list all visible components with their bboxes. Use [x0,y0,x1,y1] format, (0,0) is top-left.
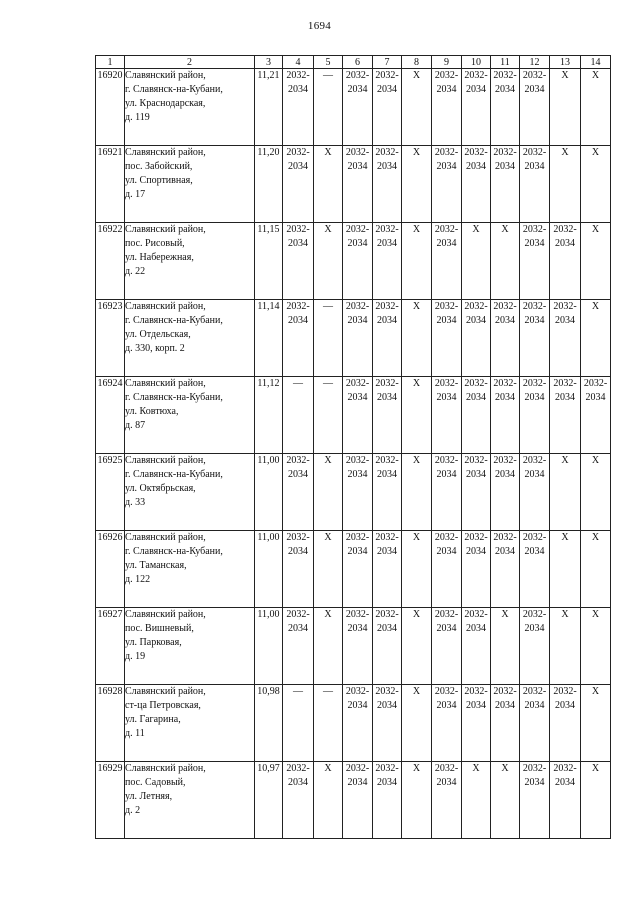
value-cell: 2032- 2034 [373,531,402,608]
value-cell: 2032- 2034 [343,531,373,608]
row-number: 16923 [96,300,125,377]
value-cell: 2032- 2034 [283,608,314,685]
column-header: 12 [520,56,550,69]
value-cell: 2032- 2034 [550,762,581,839]
column-header: 9 [432,56,462,69]
address-line: Славянский район, [125,147,206,158]
table-row [96,300,611,377]
table-row [96,762,611,839]
area-cell: 11,00 [255,454,283,531]
value-cell: 2032- 2034 [283,69,314,146]
value-cell: X [581,531,611,608]
value-cell: X [550,69,581,146]
value-cell: 2032- 2034 [520,531,550,608]
value-cell: X [581,762,611,839]
address-line: Славянский район, [125,609,206,620]
column-header: 1 [96,56,125,69]
value-cell: 2032- 2034 [491,377,520,454]
address-line: Славянский район, [125,455,206,466]
area-cell: 11,12 [255,377,283,454]
table-row [96,685,611,762]
value-cell: 2032- 2034 [432,454,462,531]
value-cell: 2032- 2034 [520,454,550,531]
value-cell: 2032- 2034 [491,69,520,146]
value-cell: 2032- 2034 [491,300,520,377]
value-cell: 2032- 2034 [491,685,520,762]
value-cell: 2032- 2034 [432,69,462,146]
value-cell: 2032- 2034 [343,300,373,377]
value-cell: X [550,454,581,531]
value-cell: X [462,223,491,300]
value-cell: X [402,685,432,762]
area-cell: 11,21 [255,69,283,146]
row-number: 16929 [96,762,125,839]
value-cell: 2032- 2034 [520,608,550,685]
row-number: 16925 [96,454,125,531]
address-line: д. 11 [125,728,145,739]
value-cell: 2032- 2034 [343,69,373,146]
table-row [96,531,611,608]
value-cell: 2032- 2034 [343,608,373,685]
address-line: ул. Набережная, [125,252,194,263]
value-cell: 2032- 2034 [343,223,373,300]
value-cell: 2032- 2034 [373,762,402,839]
value-cell: 2032- 2034 [343,685,373,762]
value-cell: X [550,608,581,685]
address-cell [125,223,255,300]
row-number: 16920 [96,69,125,146]
table-row [96,69,611,146]
area-cell: 11,20 [255,146,283,223]
value-cell: 2032- 2034 [520,685,550,762]
value-cell: X [402,531,432,608]
value-cell: X [550,531,581,608]
address-line: Славянский район, [125,301,206,312]
value-cell: X [314,223,343,300]
value-cell: X [491,223,520,300]
value-cell: 2032- 2034 [283,762,314,839]
column-header: 14 [581,56,611,69]
address-cell [125,762,255,839]
value-cell: 2032- 2034 [432,685,462,762]
column-header: 2 [125,56,255,69]
column-header: 4 [283,56,314,69]
address-line: д. 2 [125,805,141,816]
value-cell: 2032- 2034 [432,608,462,685]
row-number: 16926 [96,531,125,608]
value-cell: 2032- 2034 [550,223,581,300]
address-line: д. 22 [125,266,146,277]
value-cell: X [581,146,611,223]
value-cell: 2032- 2034 [373,608,402,685]
address-line: ст-ца Петровская, [125,700,201,711]
table-row [96,377,611,454]
column-header: 10 [462,56,491,69]
address-cell [125,685,255,762]
address-line: ул. Спортивная, [125,175,193,186]
value-cell: 2032- 2034 [373,454,402,531]
address-line: пос. Вишневый, [125,623,194,634]
value-cell: X [402,69,432,146]
area-cell: 10,97 [255,762,283,839]
address-line: пос. Садовый, [125,777,186,788]
row-number: 16928 [96,685,125,762]
value-cell: 2032- 2034 [432,146,462,223]
address-line: ул. Гагарина, [125,714,181,725]
address-cell [125,377,255,454]
table-body [96,69,611,839]
value-cell: X [491,762,520,839]
value-cell: 2032- 2034 [283,146,314,223]
value-cell: 2032- 2034 [520,762,550,839]
value-cell: 2032- 2034 [373,146,402,223]
table-row [96,454,611,531]
address-line: д. 33 [125,497,146,508]
value-cell: 2032- 2034 [520,377,550,454]
row-number: 16922 [96,223,125,300]
value-cell: X [581,454,611,531]
value-cell: 2032- 2034 [373,685,402,762]
address-cell [125,608,255,685]
column-header: 3 [255,56,283,69]
value-cell: 2032- 2034 [462,608,491,685]
value-cell: X [402,608,432,685]
value-cell: X [314,454,343,531]
value-cell: 2032- 2034 [491,531,520,608]
value-cell: X [581,685,611,762]
address-line: Славянский район, [125,532,206,543]
address-line: Славянский район, [125,70,206,81]
address-line: г. Славянск-на-Кубани, [125,392,223,403]
column-header: 11 [491,56,520,69]
value-cell: X [402,300,432,377]
value-cell: X [402,762,432,839]
value-cell: X [402,146,432,223]
address-line: Славянский район, [125,686,206,697]
value-cell: X [581,300,611,377]
value-cell: X [402,223,432,300]
column-header: 6 [343,56,373,69]
value-cell: 2032- 2034 [462,69,491,146]
address-line: д. 119 [125,112,150,123]
value-cell: 2032- 2034 [343,762,373,839]
value-cell: 2032- 2034 [283,454,314,531]
value-cell: 2032- 2034 [343,377,373,454]
value-cell: 2032- 2034 [462,454,491,531]
area-cell: 11,14 [255,300,283,377]
address-cell [125,531,255,608]
address-cell [125,69,255,146]
column-header: 13 [550,56,581,69]
address-line: д. 122 [125,574,151,585]
value-cell: 2032- 2034 [491,454,520,531]
address-line: ул. Краснодарская, [125,98,206,109]
value-cell: — [283,377,314,454]
address-line: ул. Октябрьская, [125,483,196,494]
area-cell: 10,98 [255,685,283,762]
value-cell: X [581,608,611,685]
value-cell: X [314,531,343,608]
register-table [95,55,611,839]
value-cell: 2032- 2034 [432,762,462,839]
value-cell: 2032- 2034 [462,531,491,608]
row-number: 16927 [96,608,125,685]
value-cell: X [581,223,611,300]
value-cell: 2032- 2034 [373,300,402,377]
value-cell: — [314,377,343,454]
header-row [96,56,611,69]
value-cell: 2032- 2034 [550,685,581,762]
value-cell: 2032- 2034 [373,377,402,454]
address-line: ул. Таманская, [125,560,187,571]
value-cell: 2032- 2034 [520,69,550,146]
table-row [96,223,611,300]
area-cell: 11,15 [255,223,283,300]
value-cell: — [314,685,343,762]
address-line: г. Славянск-на-Кубани, [125,546,223,557]
value-cell: 2032- 2034 [283,223,314,300]
value-cell: 2032- 2034 [520,300,550,377]
column-header: 5 [314,56,343,69]
area-cell: 11,00 [255,608,283,685]
value-cell: X [314,146,343,223]
address-line: д. 87 [125,420,146,431]
value-cell: 2032- 2034 [432,223,462,300]
address-line: г. Славянск-на-Кубани, [125,84,223,95]
table-row [96,146,611,223]
value-cell: X [462,762,491,839]
value-cell: 2032- 2034 [373,223,402,300]
column-header: 7 [373,56,402,69]
address-line: д. 19 [125,651,146,662]
value-cell: X [491,608,520,685]
value-cell: — [283,685,314,762]
address-line: пос. Рисовый, [125,238,185,249]
address-line: ул. Летняя, [125,791,173,802]
address-cell [125,146,255,223]
address-cell [125,454,255,531]
value-cell: 2032- 2034 [491,146,520,223]
value-cell: 2032- 2034 [462,377,491,454]
value-cell: 2032- 2034 [550,300,581,377]
value-cell: 2032- 2034 [550,377,581,454]
address-line: ул. Ковтюха, [125,406,179,417]
address-line: Славянский район, [125,763,206,774]
address-line: ул. Отдельская, [125,329,191,340]
value-cell: 2032- 2034 [520,146,550,223]
value-cell: X [581,69,611,146]
value-cell: 2032- 2034 [462,685,491,762]
value-cell: 2032- 2034 [462,146,491,223]
value-cell: 2032- 2034 [283,300,314,377]
address-cell [125,300,255,377]
value-cell: — [314,69,343,146]
row-number: 16921 [96,146,125,223]
value-cell: 2032- 2034 [432,531,462,608]
address-line: Славянский район, [125,224,206,235]
value-cell: X [402,377,432,454]
value-cell: 2032- 2034 [432,377,462,454]
address-line: д. 330, корп. 2 [125,343,185,354]
value-cell: 2032- 2034 [581,377,611,454]
value-cell: — [314,300,343,377]
page-number: 1694 [307,20,332,32]
value-cell: X [314,608,343,685]
value-cell: X [402,454,432,531]
value-cell: 2032- 2034 [462,300,491,377]
value-cell: 2032- 2034 [343,146,373,223]
value-cell: 2032- 2034 [283,531,314,608]
row-number: 16924 [96,377,125,454]
value-cell: 2032- 2034 [432,300,462,377]
table-row [96,608,611,685]
area-cell: 11,00 [255,531,283,608]
address-line: г. Славянск-на-Кубани, [125,469,223,480]
value-cell: 2032- 2034 [520,223,550,300]
value-cell: X [314,762,343,839]
address-line: г. Славянск-на-Кубани, [125,315,223,326]
value-cell: 2032- 2034 [373,69,402,146]
column-header: 8 [402,56,432,69]
address-line: д. 17 [125,189,146,200]
address-line: пос. Забойский, [125,161,193,172]
address-line: Славянский район, [125,378,206,389]
address-line: ул. Парковая, [125,637,182,648]
value-cell: X [550,146,581,223]
value-cell: 2032- 2034 [343,454,373,531]
